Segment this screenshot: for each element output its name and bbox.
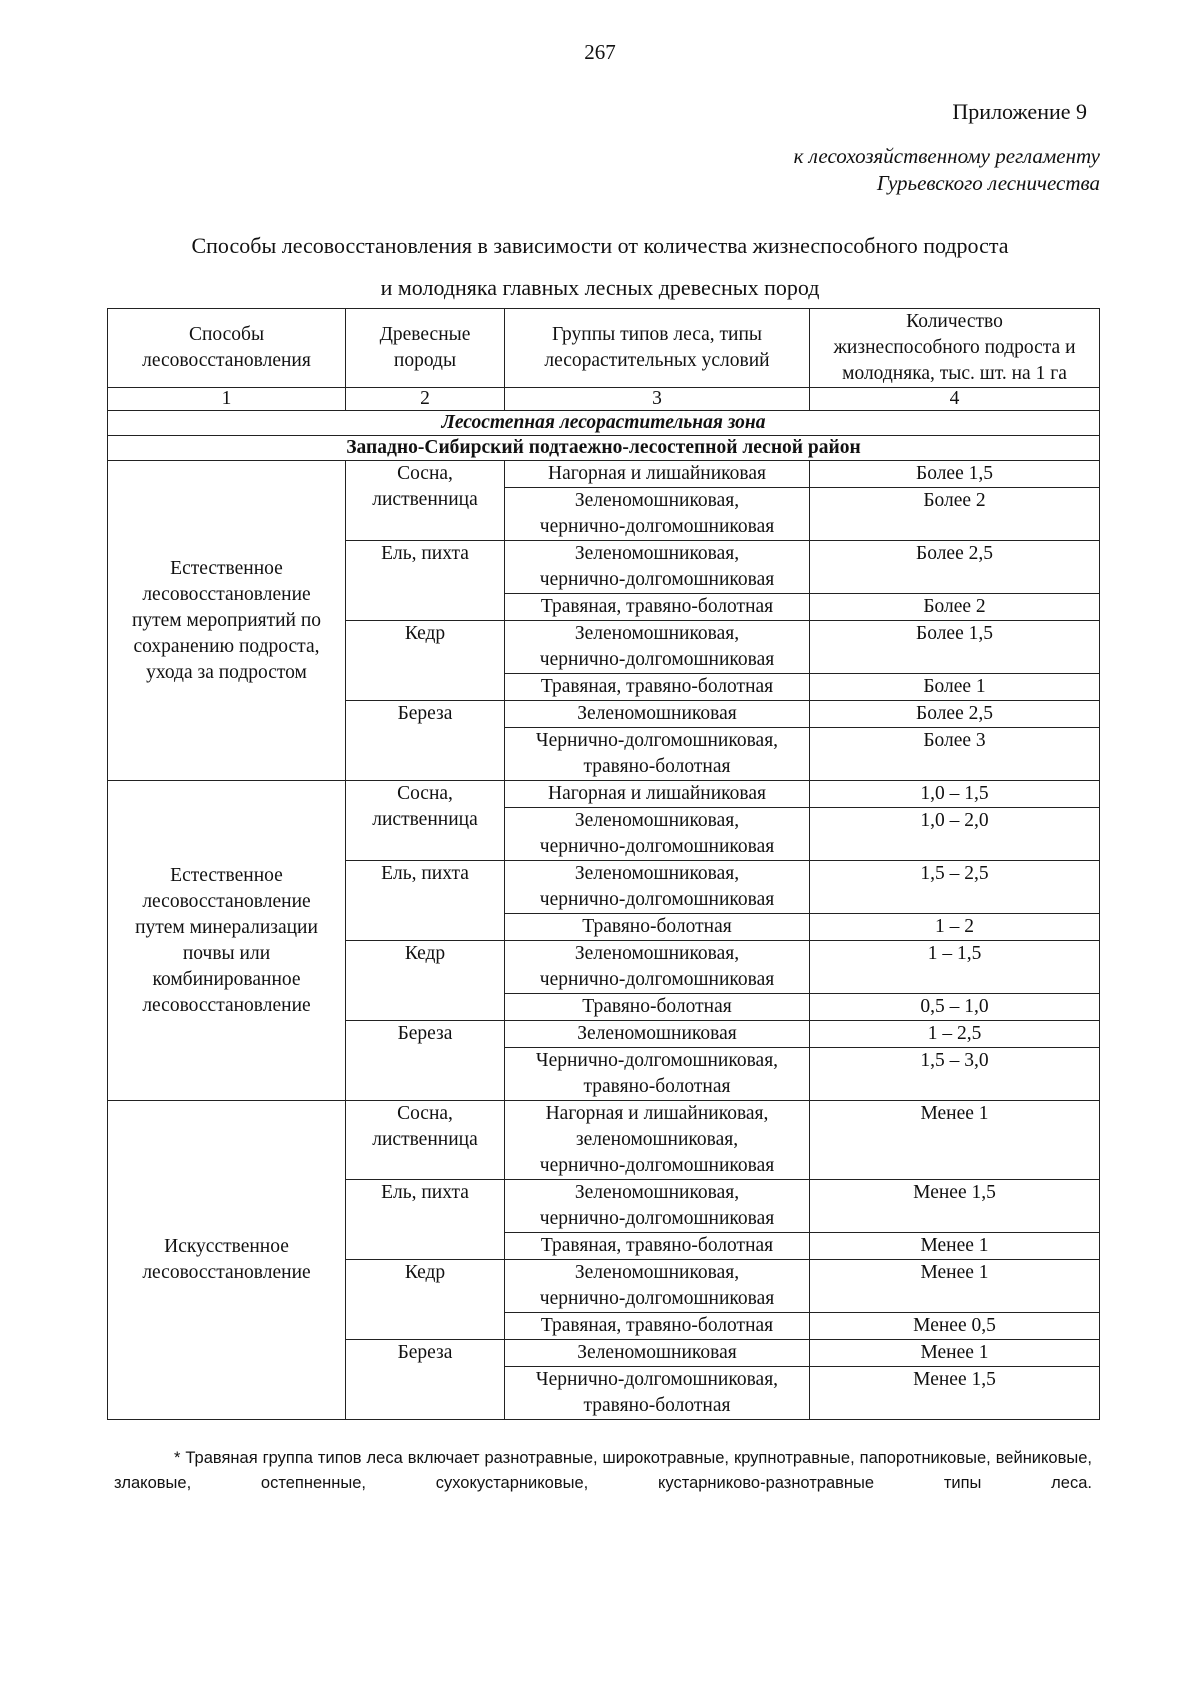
quantity-cell-line: 1 – 2 [935,916,974,937]
forest-type-cell-line: Травяная, травяно-болотная [540,596,774,617]
quantity-cell [810,728,1100,781]
column-number [810,388,1100,411]
header-species [346,309,505,388]
forest-type-cell [505,1048,810,1101]
method-cell-line: лесовосстановление [142,1262,311,1283]
quantity-cell-line: Более 1,5 [916,623,993,644]
quantity-cell-line: 1,5 – 3,0 [920,1050,989,1071]
species-cell [346,621,505,701]
footnote [114,1446,1092,1496]
quantity-cell [810,781,1100,808]
species-cell-line: Кедр [404,1262,446,1283]
method-cell [108,781,346,1101]
forest-type-cell-line: Травяная, травяно-болотная [540,676,774,697]
forest-type-cell [505,861,810,914]
forest-type-cell-line: Зеленомошниковая [577,703,737,724]
species-cell [346,1180,505,1260]
quantity-cell [810,621,1100,674]
method-cell-line: почвы или [182,942,271,964]
forest-type-cell-line: Чернично-долгомошниковая, [535,730,779,751]
header-quantity [810,309,1100,388]
forest-type-cell [505,808,810,861]
title-line: Способы лесовосстановления в зависимости от количества жизнеспособного подроста [191,233,1009,258]
forest-type-cell [505,1021,810,1048]
forest-type-cell [505,541,810,594]
quantity-cell [810,1180,1100,1233]
species-cell [346,1260,505,1340]
forest-type-cell-line: Травяно-болотная [582,916,732,937]
title-line: и молодняка главных лесных древесных пород [380,275,820,300]
header-row [108,309,1100,388]
forest-type-cell [505,1101,810,1180]
reforestation-table [107,308,1100,1420]
quantity-cell-line: Более 2 [923,490,986,511]
header-method [108,309,346,388]
species-cell-line: Кедр [404,943,446,964]
district-title [108,436,1100,461]
quantity-cell [810,994,1100,1021]
species-cell-line: Кедр [404,623,446,644]
column-number-line: 2 [420,388,430,409]
quantity-cell-line: 1,0 – 1,5 [920,783,989,804]
quantity-cell [810,594,1100,621]
species-cell [346,701,505,781]
quantity-cell [810,861,1100,914]
species-cell [346,1340,505,1420]
forest-type-cell-line: Нагорная и лишайниковая [548,463,766,484]
species-cell-line: Береза [397,1342,453,1363]
forest-type-cell-line: Травяная, травяно-болотная [540,1315,774,1336]
method-cell-line: Естественное [170,557,283,579]
species-cell-line: лиственница [372,489,478,510]
forest-type-cell-line: Нагорная и лишайниковая [548,783,766,804]
quantity-cell [810,1101,1100,1180]
forest-type-cell [505,701,810,728]
forest-type-cell [505,1180,810,1233]
species-cell-line: Сосна, [397,1103,453,1124]
forest-type-cell-line: Зеленомошниковая, [574,1262,740,1283]
column-number [505,388,810,411]
forest-type-cell-line: зеленомошниковая, [575,1129,739,1150]
table-row [108,781,1100,808]
subtitle-line: Гурьевского лесничества [876,171,1100,195]
quantity-cell-line: Менее 1,5 [913,1182,996,1203]
quantity-cell-line: 0,5 – 1,0 [920,996,989,1017]
method-cell [108,461,346,781]
forest-type-cell [505,1260,810,1313]
quantity-cell-line: Более 2 [923,596,986,617]
forest-type-cell-line: чернично-долгомошниковая [539,1208,775,1229]
district-row [108,436,1100,461]
forest-type-cell-line: Зеленомошниковая, [574,543,740,564]
forest-type-cell-line: Зеленомошниковая, [574,490,740,511]
header-species-line: породы [393,350,457,371]
forest-type-cell [505,941,810,994]
quantity-cell-line: Менее 1 [920,1103,989,1124]
species-cell-line: Береза [397,1023,453,1044]
forest-type-cell-line: чернично-долгомошниковая [539,836,775,857]
method-cell-line: Естественное [170,864,283,886]
header-quantity-line: Количество [906,311,1003,332]
header-method-line: лесовосстановления [142,350,311,371]
forest-type-cell-line: Травяно-болотная [582,996,732,1017]
column-number-row [108,388,1100,411]
quantity-cell [810,1260,1100,1313]
forest-type-cell-line: Зеленомошниковая, [574,623,740,644]
forest-type-cell-line: Травяная, травяно-болотная [540,1235,774,1256]
forest-type-cell-line: травяно-болотная [583,1076,731,1097]
quantity-cell-line: Более 1,5 [916,463,993,484]
forest-type-cell-line: Чернично-долгомошниковая, [535,1369,779,1390]
forest-type-cell [505,1233,810,1260]
quantity-cell [810,1340,1100,1367]
quantity-cell-line: 1,5 – 2,5 [920,863,989,884]
quantity-cell [810,488,1100,541]
quantity-cell-line: Менее 0,5 [913,1315,996,1336]
footnote-text: * Травяная группа типов леса включает разнотравные, широкотравные, крупнотравные, папоротниковые, вейниковые, злаковые, остепненные, сухокустарниковые, кустарниково-разнотравные типы леса. [114,1449,1092,1492]
quantity-cell [810,914,1100,941]
species-cell-line: лиственница [372,809,478,830]
quantity-cell [810,1367,1100,1420]
quantity-cell [810,541,1100,594]
column-number-line: 4 [949,388,960,409]
species-cell-line: Ель, пихта [381,863,469,884]
header-method-line: Способы [188,324,265,345]
forest-type-cell [505,914,810,941]
forest-type-cell [505,1313,810,1340]
header-species-line: Древесные [379,324,471,345]
quantity-cell-line: Более 2,5 [916,703,993,724]
quantity-cell-line: Более 3 [923,730,986,751]
forest-type-cell-line: чернично-долгомошниковая [539,649,775,670]
table-body [108,309,1100,1420]
zone-title [108,411,1100,436]
district-title-line: Западно-Сибирский подтаежно-лесостепной лесной район [346,437,861,458]
quantity-cell [810,1313,1100,1340]
quantity-cell [810,701,1100,728]
species-cell-line: лиственница [372,1129,478,1150]
forest-type-cell-line: чернично-долгомошниковая [539,889,775,910]
column-number [346,388,505,411]
species-cell [346,541,505,621]
quantity-cell-line: Менее 1,5 [913,1369,996,1390]
header-forest-types [505,309,810,388]
forest-type-cell-line: Зеленомошниковая [577,1342,737,1363]
forest-type-cell [505,994,810,1021]
species-cell-line: Сосна, [397,783,453,804]
zone-row [108,411,1100,436]
quantity-cell-line: Более 1 [923,676,986,697]
method-cell-line: лесовосстановление [142,890,311,912]
quantity-cell [810,674,1100,701]
species-cell [346,941,505,1021]
header-quantity-line: молодняка, тыс. шт. на 1 га [842,363,1067,384]
forest-type-cell [505,1340,810,1367]
species-cell [346,1101,505,1180]
quantity-cell-line: 1 – 1,5 [927,943,982,964]
forest-type-cell-line: Зеленомошниковая, [574,863,740,884]
regulation-subtitle [794,143,1100,197]
quantity-cell-line: Менее 1 [920,1235,989,1256]
species-cell [346,461,505,541]
method-cell-line: лесовосстановление [142,994,311,1016]
quantity-cell [810,1021,1100,1048]
header-quantity-line: жизнеспособного подроста и [833,337,1076,358]
species-cell [346,1021,505,1101]
table-row [108,1101,1100,1180]
forest-type-cell-line: Зеленомошниковая, [574,943,740,964]
forest-type-cell [505,461,810,488]
forest-type-cell [505,781,810,808]
forest-type-cell-line: чернично-долгомошниковая [539,969,775,990]
document-title [0,225,1200,309]
forest-type-cell-line: Зеленомошниковая [577,1023,737,1044]
species-cell-line: Сосна, [397,463,453,484]
forest-type-cell [505,594,810,621]
column-number-line: 1 [221,388,232,409]
forest-type-cell-line: чернично-долгомошниковая [539,1288,775,1309]
forest-type-cell-line: травяно-болотная [583,1395,731,1416]
forest-type-cell-line: Зеленомошниковая, [574,1182,740,1203]
forest-type-cell [505,674,810,701]
method-cell-line: путем мероприятий по [131,609,322,631]
forest-type-cell [505,1367,810,1420]
forest-type-cell-line: Чернично-долгомошниковая, [535,1050,779,1071]
subtitle-line: к лесохозяйственному регламенту [793,144,1100,168]
forest-type-cell-line: чернично-долгомошниковая [539,516,775,537]
table-row [108,461,1100,488]
quantity-cell-line: 1 – 2,5 [927,1023,982,1044]
column-number-line: 3 [652,388,662,409]
method-cell [108,1101,346,1420]
species-cell-line: Береза [397,703,453,724]
forest-type-cell-line: чернично-долгомошниковая [539,569,775,590]
quantity-cell-line: 1,0 – 2,0 [920,810,989,831]
method-cell-line: комбинированное [152,968,301,990]
header-forest-types-line: Группы типов леса, типы [551,324,763,345]
quantity-cell [810,1233,1100,1260]
forest-type-cell-line: чернично-долгомошниковая [539,1155,775,1176]
forest-type-cell-line: травяно-болотная [583,756,731,777]
column-number [108,388,346,411]
header-forest-types-line: лесорастительных условий [544,350,770,371]
species-cell [346,861,505,941]
species-cell-line: Ель, пихта [381,1182,469,1203]
species-cell [346,781,505,861]
forest-type-cell [505,728,810,781]
page-number: 267 [584,40,616,64]
forest-type-cell-line: Нагорная и лишайниковая, [545,1103,769,1124]
quantity-cell [810,1048,1100,1101]
forest-type-cell [505,621,810,674]
method-cell-line: путем минерализации [135,916,318,938]
forest-type-cell [505,488,810,541]
quantity-cell-line: Менее 1 [920,1342,989,1363]
quantity-cell-line: Более 2,5 [916,543,993,564]
species-cell-line: Ель, пихта [381,543,469,564]
appendix-label: Приложение 9 [952,99,1087,124]
method-cell-line: сохранению подроста, [133,635,320,657]
quantity-cell-line: Менее 1 [920,1262,989,1283]
method-cell-line: лесовосстановление [142,583,311,605]
quantity-cell [810,941,1100,994]
forest-type-cell-line: Зеленомошниковая, [574,810,740,831]
zone-title-line: Лесостепная лесорастительная зона [441,412,766,433]
quantity-cell [810,808,1100,861]
method-cell-line: ухода за подростом [146,661,307,683]
method-cell-line: Искусственное [164,1236,289,1257]
quantity-cell [810,461,1100,488]
